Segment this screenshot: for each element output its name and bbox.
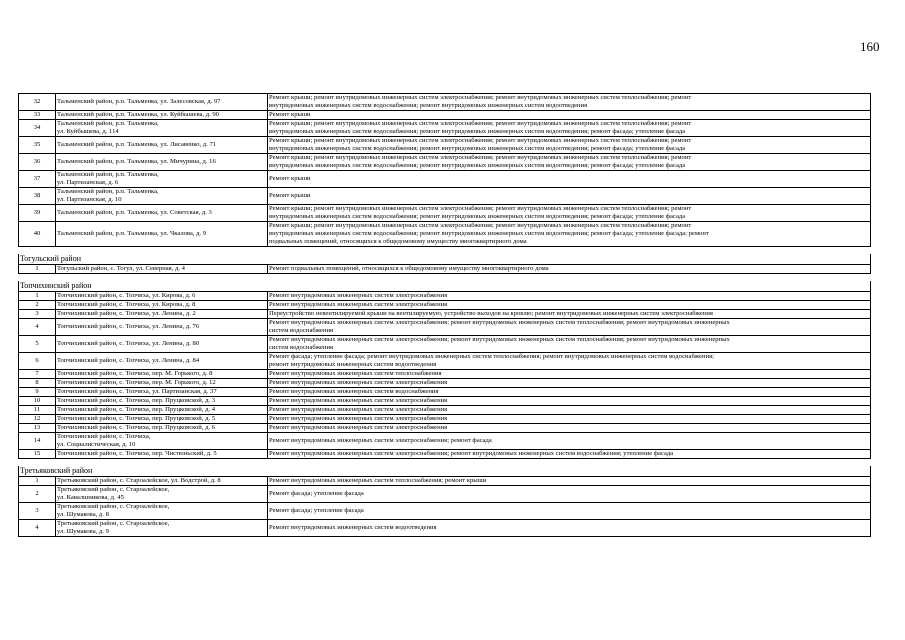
row-address	[56, 503, 268, 520]
page-number: 160	[860, 39, 880, 54]
row-number: 1	[19, 292, 56, 301]
row-works	[268, 301, 871, 310]
row-address	[56, 111, 268, 120]
row-number: 36	[19, 154, 56, 171]
works-line: внутридомовых инженерных систем водоснабжения; ремонт внутридомовых инженерных систем водоотведения; ремонт фасада; утепление фасада	[269, 213, 686, 220]
row-address	[56, 154, 268, 171]
row-address	[56, 397, 268, 406]
row-works	[268, 111, 871, 120]
row-number: 11	[19, 406, 56, 415]
table-row	[19, 310, 871, 319]
address-line: ул. Шумакова, д. 9	[57, 528, 109, 535]
address-line: Тальменский район, р.п. Тальменка,	[57, 120, 159, 127]
document-body	[18, 93, 870, 537]
address-line: Топчихинский район, с. Топчиха, ул. Ленина, д. 80	[57, 340, 200, 347]
row-address	[56, 222, 268, 247]
works-line: Ремонт крыши; ремонт внутридомовых инженерных систем электроснабжения; ремонт внутридомовых инженерных систем теплоснабжения; ремонт	[269, 137, 692, 144]
works-line: Ремонт внутридомовых инженерных систем электроснабжения	[269, 292, 448, 299]
address-line: Топчихинский район, с. Топчиха, ул. Кирова, д. 6	[57, 292, 196, 299]
table-row	[19, 450, 871, 459]
row-address	[56, 353, 268, 370]
row-number: 7	[19, 370, 56, 379]
row-works	[268, 520, 871, 537]
works-line: Ремонт крыши	[269, 192, 311, 199]
row-number: 32	[19, 94, 56, 111]
row-works	[268, 353, 871, 370]
row-address	[56, 301, 268, 310]
row-address	[56, 171, 268, 188]
row-address	[56, 319, 268, 336]
works-line: систем водоснабжения	[269, 344, 334, 351]
row-works	[268, 370, 871, 379]
works-line: Ремонт подвальных помещений, относящихся к общедомовому имуществу многоквартирного дома	[269, 265, 549, 272]
row-address	[56, 520, 268, 537]
address-line: ул. Кавалшникова, д. 45	[57, 494, 124, 501]
row-number: 3	[19, 503, 56, 520]
row-address	[56, 379, 268, 388]
address-line: ул. Социалистическая, д. 10	[57, 441, 136, 448]
address-line: Тальменский район, р.п. Тальменка,	[57, 188, 159, 195]
row-works	[268, 388, 871, 397]
row-works	[268, 154, 871, 171]
address-line: Тогульский район, с. Тогул, ул. Северная, д. 4	[57, 265, 185, 272]
table-row	[19, 301, 871, 310]
works-line: Ремонт крыши	[269, 111, 311, 118]
row-number: 14	[19, 433, 56, 450]
row-number: 9	[19, 388, 56, 397]
address-line: Топчихинский район, с. Топчиха, пер. М. Горького, д. 12	[57, 379, 216, 386]
row-address	[56, 137, 268, 154]
row-works	[268, 450, 871, 459]
table-row	[19, 111, 871, 120]
table-row	[19, 188, 871, 205]
address-line: Топчихинский район, с. Топчиха, ул. Ленина, д. 2	[57, 310, 196, 317]
row-number: 38	[19, 188, 56, 205]
table-row	[19, 433, 871, 450]
row-works	[268, 310, 871, 319]
table-row	[19, 520, 871, 537]
table-row	[19, 336, 871, 353]
address-line: Топчихинский район, с. Топчиха, пер. Пруцковской, д. 4	[57, 406, 216, 413]
row-address	[56, 477, 268, 486]
row-address	[56, 433, 268, 450]
row-works	[268, 503, 871, 520]
row-address	[56, 94, 268, 111]
table-row	[19, 503, 871, 520]
address-line: ул. Партизанская, д. 10	[57, 196, 122, 203]
row-number: 6	[19, 353, 56, 370]
address-line: Топчихинский район, с. Топчиха, ул. Партизанская, д. 37	[57, 388, 217, 395]
row-works	[268, 188, 871, 205]
address-line: Третьяковский район, с. Староалейское, ул. Водстрой, д. 8	[57, 477, 221, 484]
address-line: Тальменский район, р.п. Тальменка,	[57, 171, 159, 178]
gap-cell	[19, 459, 871, 467]
row-works	[268, 406, 871, 415]
row-number: 10	[19, 397, 56, 406]
section-gap	[19, 459, 871, 467]
row-address	[56, 406, 268, 415]
address-line: ул. Шумакова, д. 8	[57, 511, 109, 518]
address-line: Тальменский район, р.п. Тальменка, ул. Лисавенко, д. 71	[57, 141, 217, 148]
address-line: Топчихинский район, с. Топчиха,	[57, 433, 151, 440]
works-line: Ремонт внутридомовых инженерных систем теплоснабжения	[269, 370, 442, 377]
works-line: внутридомовых инженерных систем водоснабжения; ремонт внутридомовых инженерных систем водоотведения	[269, 102, 588, 109]
works-line: ремонт внутридомовых инженерных систем водоотведения	[269, 361, 437, 368]
row-number: 1	[19, 265, 56, 274]
address-line: Третьяковский район, с. Староалейское,	[57, 486, 170, 493]
row-address	[56, 292, 268, 301]
table-row	[19, 388, 871, 397]
register-body	[19, 94, 871, 537]
address-line: Тальменский район, р.п. Тальменка, ул. Куйбышева, д. 90	[57, 111, 219, 118]
works-line: Ремонт крыши	[269, 175, 311, 182]
table-row	[19, 424, 871, 433]
row-number: 37	[19, 171, 56, 188]
table-row	[19, 415, 871, 424]
works-line: Ремонт внутридомовых инженерных систем электроснабжения	[269, 406, 448, 413]
address-line: Тальменский район, р.п. Тальменка, ул. Чкалова, д. 9	[57, 230, 207, 237]
works-line: внутридомовых инженерных систем водоснабжения; ремонт внутридомовых инженерных систем водоотведения; ремонт фасада; утепление фасада; ремонт	[269, 230, 709, 237]
works-line: Ремонт крыши; ремонт внутридомовых инженерных систем электроснабжения; ремонт внутридомовых инженерных систем теплоснабжения; ремонт	[269, 120, 692, 127]
row-works	[268, 379, 871, 388]
works-line: Ремонт внутридомовых инженерных систем водоснабжения	[269, 388, 439, 395]
row-number: 3	[19, 310, 56, 319]
row-address	[56, 205, 268, 222]
table-row	[19, 370, 871, 379]
works-line: подвальных помещений, относящихся к общедомовому имуществу многоквартирного дома	[269, 238, 527, 245]
address-line: Топчихинский район, с. Топчиха, пер. Пруцковской, д. 6	[57, 424, 216, 431]
row-address	[56, 370, 268, 379]
address-line: Топчихинский район, с. Топчиха, пер. Пруцковской, д. 3	[57, 397, 216, 404]
works-line: Ремонт фасада; утепление фасада	[269, 507, 364, 514]
district-heading: Тогульский район	[19, 254, 871, 265]
works-line: Ремонт внутридомовых инженерных систем электроснабжения	[269, 415, 448, 422]
works-line: Ремонт фасада; утепление фасада; ремонт внутридомовых инженерных систем теплоснабжения; ремонт внутридомовых инженерных систем водоснабжения;	[269, 353, 714, 360]
row-works	[268, 477, 871, 486]
works-line: Ремонт внутридомовых инженерных систем электроснабжения; ремонт внутридомовых инженерных систем теплоснабжения; ремонт внутридомовых инженерных	[269, 319, 730, 326]
works-line: Ремонт внутридомовых инженерных систем водоотведения	[269, 524, 437, 531]
table-row	[19, 265, 871, 274]
works-line: систем водоснабжения	[269, 327, 334, 334]
row-address	[56, 188, 268, 205]
works-line: Ремонт внутридомовых инженерных систем электроснабжения	[269, 397, 448, 404]
row-number: 8	[19, 379, 56, 388]
row-number: 33	[19, 111, 56, 120]
row-address	[56, 388, 268, 397]
table-row	[19, 137, 871, 154]
works-line: Ремонт внутридомовых инженерных систем электроснабжения; ремонт внутридомовых инженерных систем водоснабжения; утепление фасада	[269, 450, 674, 457]
row-works	[268, 171, 871, 188]
address-line: Тальменский район, р.п. Тальменка, ул. Мичурина, д. 16	[57, 158, 216, 165]
row-works	[268, 94, 871, 111]
works-line: Ремонт внутридомовых инженерных систем электроснабжения	[269, 379, 448, 386]
address-line: Тальменский район, р.п. Тальменка, ул. Залесовская, д. 97	[57, 98, 221, 105]
address-line: ул. Куйбышева, д. 114	[57, 128, 119, 135]
address-line: Топчихинский район, с. Топчиха, ул. Ленина, д. 84	[57, 357, 200, 364]
works-line: Ремонт крыши; ремонт внутридомовых инженерных систем электроснабжения; ремонт внутридомовых инженерных систем теплоснабжения; ремонт	[269, 154, 692, 161]
row-works	[268, 424, 871, 433]
address-line: Третьяковский район, с. Староалейское,	[57, 520, 170, 527]
table-row	[19, 406, 871, 415]
row-number: 13	[19, 424, 56, 433]
works-line: внутридомовых инженерных систем водоснабжения; ремонт внутридомовых инженерных систем водоотведения; ремонт фасада; утепление фасада	[269, 128, 686, 135]
table-row	[19, 292, 871, 301]
works-line: Ремонт крыши; ремонт внутридомовых инженерных систем электроснабжения; ремонт внутридомовых инженерных систем теплоснабжения; ремонт	[269, 205, 692, 212]
row-works	[268, 265, 871, 274]
address-line: Топчихинский район, с. Топчиха, пер. Чистюньский, д. 5	[57, 450, 217, 457]
works-line: Ремонт внутридомовых инженерных систем электроснабжения	[269, 301, 448, 308]
works-line: Ремонт фасада; утепление фасада	[269, 490, 364, 497]
works-line: Ремонт внутридомовых инженерных систем электроснабжения; ремонт внутридомовых инженерных систем теплоснабжения; ремонт внутридомовых инженерных	[269, 336, 730, 343]
district-heading-row	[19, 466, 871, 477]
works-line: Ремонт внутридомовых инженерных систем теплоснабжения; ремонт крыши	[269, 477, 487, 484]
row-address	[56, 310, 268, 319]
works-line: Ремонт крыши; ремонт внутридомовых инженерных систем электроснабжения; ремонт внутридомовых инженерных систем теплоснабжения; ремонт	[269, 94, 692, 101]
row-works	[268, 397, 871, 406]
gap-cell	[19, 274, 871, 282]
address-line: Топчихинский район, с. Топчиха, пер. М. Горького, д. 8	[57, 370, 213, 377]
table-row	[19, 379, 871, 388]
row-number: 1	[19, 477, 56, 486]
row-address	[56, 336, 268, 353]
row-address	[56, 415, 268, 424]
row-works	[268, 415, 871, 424]
table-row	[19, 222, 871, 247]
row-number: 40	[19, 222, 56, 247]
row-works	[268, 137, 871, 154]
district-heading: Топчихинский район	[19, 281, 871, 292]
row-number: 15	[19, 450, 56, 459]
row-address	[56, 265, 268, 274]
row-works	[268, 336, 871, 353]
row-works	[268, 120, 871, 137]
works-line: Ремонт внутридомовых инженерных систем электроснабжения; ремонт фасада	[269, 437, 492, 444]
row-number: 12	[19, 415, 56, 424]
row-works	[268, 486, 871, 503]
row-number: 4	[19, 319, 56, 336]
section-gap	[19, 247, 871, 255]
repair-register-table	[18, 93, 871, 537]
row-number: 2	[19, 486, 56, 503]
district-heading-row	[19, 254, 871, 265]
row-address	[56, 486, 268, 503]
row-address	[56, 120, 268, 137]
row-address	[56, 450, 268, 459]
district-heading: Третьяковский район	[19, 466, 871, 477]
gap-cell	[19, 247, 871, 255]
row-number: 35	[19, 137, 56, 154]
table-row	[19, 171, 871, 188]
works-line: внутридомовых инженерных систем водоснабжения; ремонт внутридомовых инженерных систем водоотведения; ремонт фасада; утепление фасада	[269, 162, 686, 169]
table-row	[19, 94, 871, 111]
row-works	[268, 205, 871, 222]
row-number: 4	[19, 520, 56, 537]
address-line: ул. Партизанская, д. 6	[57, 179, 119, 186]
row-number: 5	[19, 336, 56, 353]
table-row	[19, 486, 871, 503]
address-line: Топчихинский район, с. Топчиха, ул. Кирова, д. 8	[57, 301, 196, 308]
works-line: Ремонт внутридомовых инженерных систем электроснабжения	[269, 424, 448, 431]
table-row	[19, 205, 871, 222]
address-line: Тальменский район, р.п. Тальменка, ул. Советская, д. 3	[57, 209, 212, 216]
row-works	[268, 222, 871, 247]
table-row	[19, 353, 871, 370]
row-number: 2	[19, 301, 56, 310]
row-works	[268, 319, 871, 336]
works-line: внутридомовых инженерных систем водоснабжения; ремонт внутридомовых инженерных систем водоотведения; ремонт фасада; утепление фасада	[269, 145, 686, 152]
address-line: Топчихинский район, с. Топчиха, пер. Пруцковской, д. 5	[57, 415, 216, 422]
table-row	[19, 477, 871, 486]
district-heading-row	[19, 281, 871, 292]
address-line: Третьяковский район, с. Староалейское,	[57, 503, 170, 510]
row-number: 39	[19, 205, 56, 222]
table-row	[19, 154, 871, 171]
row-works	[268, 292, 871, 301]
works-line: Переустройство невентилируемой крыши на вентилируемую, устройство выходов на кровлю; ремонт внутридомовых инженерных систем электроснабжения	[269, 310, 713, 317]
row-works	[268, 433, 871, 450]
works-line: Ремонт крыши; ремонт внутридомовых инженерных систем электроснабжения; ремонт внутридомовых инженерных систем теплоснабжения; ремонт	[269, 222, 692, 229]
table-row	[19, 319, 871, 336]
row-address	[56, 424, 268, 433]
address-line: Топчихинский район, с. Топчиха, ул. Ленина, д. 76	[57, 323, 200, 330]
table-row	[19, 120, 871, 137]
section-gap	[19, 274, 871, 282]
row-number: 34	[19, 120, 56, 137]
table-row	[19, 397, 871, 406]
